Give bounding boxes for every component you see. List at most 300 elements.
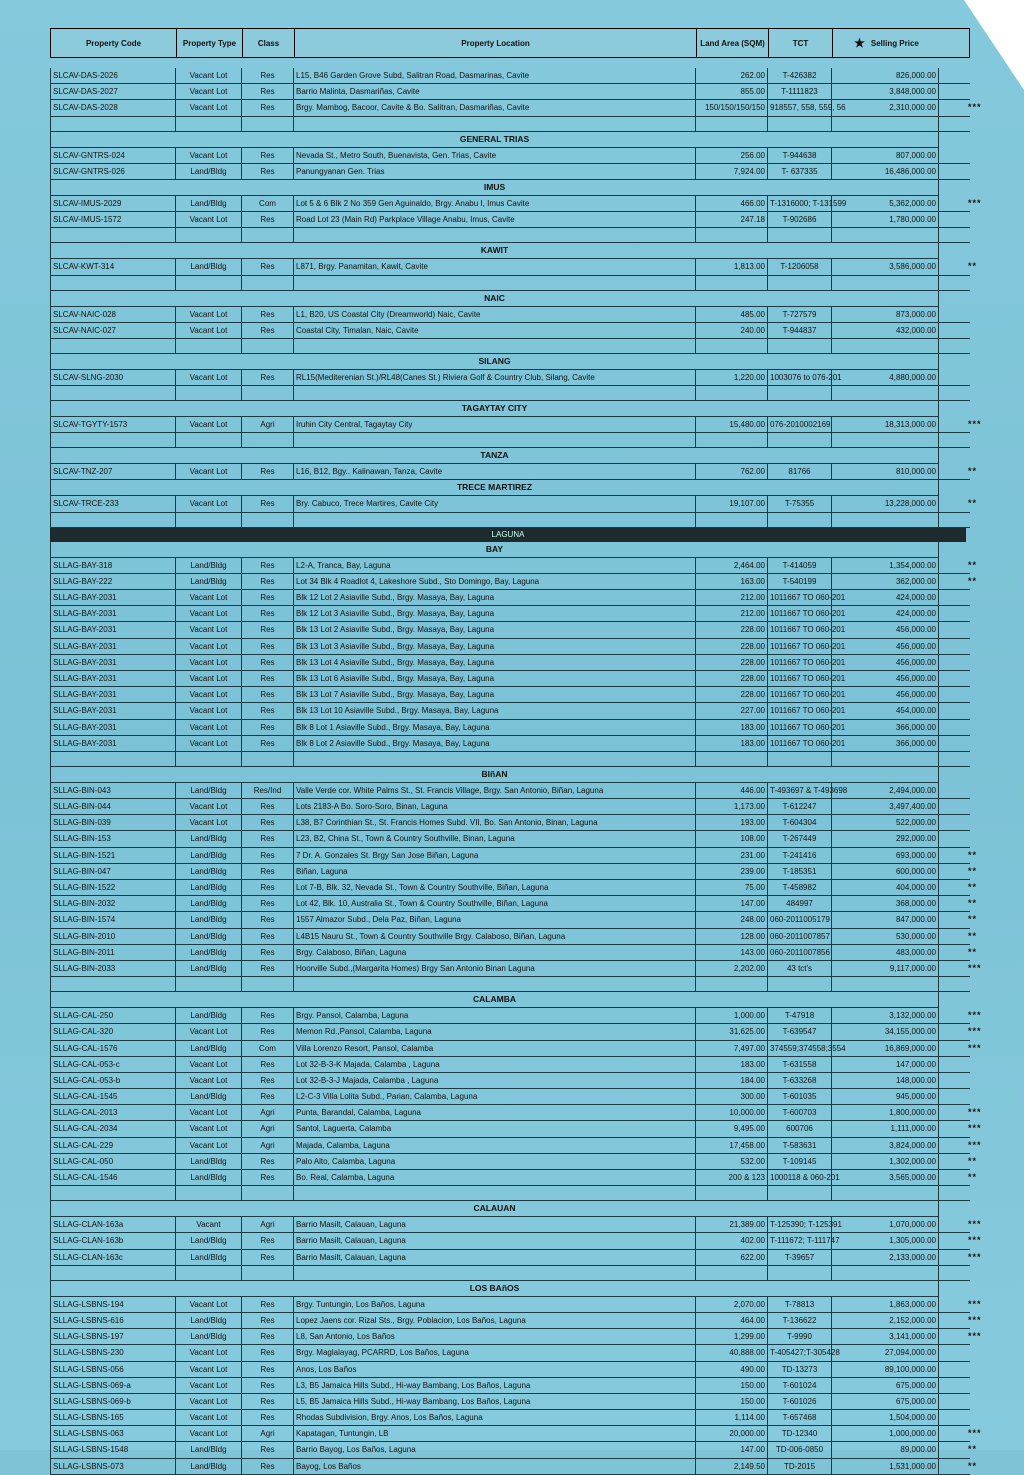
star-icon: ★ [854, 35, 865, 50]
cell-property-type: Land/Bldg [176, 574, 242, 589]
cell-tct: T-458982 [768, 880, 832, 895]
cell-property-code: SLLAG-BIN-1574 [50, 912, 176, 927]
cell-property-location: Brgy. Maglalayag, PCARRD, Los Baños, Laguna [294, 1345, 696, 1360]
table-row [50, 370, 970, 386]
cell-land-area: 2,464.00 [696, 558, 768, 573]
table-row [50, 606, 970, 622]
cell-tct: T-111672; T-111747 [768, 1233, 832, 1248]
blank-cell [50, 977, 176, 991]
table-row [50, 736, 970, 752]
cell-property-code: SLLAG-LSBNS-165 [50, 1410, 176, 1425]
cell-property-type: Vacant Lot [176, 1024, 242, 1039]
cell-class: Res [242, 606, 294, 621]
priority-mark: ** [968, 946, 978, 957]
cell-class: Res/Ind [242, 783, 294, 798]
cell-property-location: Lot 7-B, Blk. 32, Nevada St., Town & Country Southville, Biñan, Laguna [294, 880, 696, 895]
table-row [50, 558, 978, 574]
cell-class: Agri [242, 1426, 294, 1441]
cell-property-code: SLLAG-BIN-153 [50, 831, 176, 846]
blank-cell [50, 1186, 176, 1200]
cell-land-area: 150/150/150/150 [696, 100, 768, 115]
cell-land-area: 402.00 [696, 1233, 768, 1248]
cell-tct: T-944638 [768, 148, 832, 163]
cell-property-code: SLLAG-CAL-1576 [50, 1041, 176, 1056]
cell-selling-price: 693,000.00 [832, 848, 939, 863]
cell-tct: T-493697 & T-493698 [768, 783, 832, 798]
table-row [50, 1410, 970, 1426]
cell-class: Res [242, 1089, 294, 1104]
blank-cell [176, 1266, 242, 1280]
table-row [50, 1329, 982, 1345]
cell-class: Res [242, 655, 294, 670]
cell-property-location: Brgy. Pansol, Calamba, Laguna [294, 1008, 696, 1023]
table-row [50, 622, 970, 638]
cell-land-area: 2,070.00 [696, 1297, 768, 1312]
cell-tct: T-405427;T-305428 [768, 1345, 832, 1360]
cell-property-type: Vacant Lot [176, 1345, 242, 1360]
table-row [50, 417, 982, 433]
section-heading: NAIC [50, 291, 939, 307]
cell-property-code: SLLAG-BAY-2031 [50, 703, 176, 718]
cell-tct: 81766 [768, 464, 832, 479]
cell-property-location: Anos, Los Baños [294, 1362, 696, 1377]
blank-row [50, 513, 970, 528]
table-row [50, 1426, 982, 1442]
cell-land-area: 150.00 [696, 1394, 768, 1409]
cell-property-code: SLCAV-TNZ-207 [50, 464, 176, 479]
cell-property-code: SLLAG-BAY-2031 [50, 639, 176, 654]
cell-tct: 1011667 TO 060-201 [768, 606, 832, 621]
table-row [50, 720, 970, 736]
table-row [50, 1154, 978, 1170]
cell-tct: 1011667 TO 060-201 [768, 736, 832, 751]
cell-land-area: 1,000.00 [696, 1008, 768, 1023]
cell-property-code: SLLAG-BAY-2031 [50, 736, 176, 751]
cell-land-area: 248.00 [696, 912, 768, 927]
cell-tct: TD-006-0850 [768, 1442, 832, 1457]
cell-class: Res [242, 703, 294, 718]
blank-cell [768, 752, 832, 766]
cell-property-code: SLLAG-CAL-229 [50, 1138, 176, 1153]
blank-cell [832, 1266, 939, 1280]
cell-class: Res [242, 259, 294, 274]
cell-tct: T-727579 [768, 307, 832, 322]
cell-selling-price: 147,000.00 [832, 1057, 939, 1072]
cell-property-type: Land/Bldg [176, 961, 242, 976]
table-row [50, 1008, 982, 1024]
priority-mark: *** [968, 1428, 982, 1439]
cell-property-location: 7 Dr. A. Gonzales St. Brgy San Jose Biñan, Laguna [294, 848, 696, 863]
cell-land-area: 2,149.50 [696, 1459, 768, 1474]
section-heading: CALAMBA [50, 992, 939, 1008]
table-row [50, 1217, 982, 1233]
header-selling-price-label: Selling Price [870, 38, 919, 48]
blank-cell [294, 339, 696, 353]
cell-selling-price: 9,117,000.00 [832, 961, 939, 976]
cell-property-type: Vacant Lot [176, 1378, 242, 1393]
cell-property-location: Villa Lorenzo Resort, Pansol, Calamba [294, 1041, 696, 1056]
cell-property-code: SLLAG-BIN-044 [50, 799, 176, 814]
cell-tct: T-125390; T-125391 [768, 1217, 832, 1232]
blank-row [50, 276, 970, 291]
cell-property-code: SLLAG-BIN-2033 [50, 961, 176, 976]
priority-mark: *** [968, 1042, 982, 1053]
blank-cell [696, 339, 768, 353]
priority-mark: ** [968, 1172, 978, 1182]
cell-property-code: SLLAG-BAY-2031 [50, 606, 176, 621]
cell-property-code: SLLAG-BAY-2031 [50, 622, 176, 637]
cell-land-area: 247.18 [696, 212, 768, 227]
cell-property-type: Land/Bldg [176, 164, 242, 179]
cell-property-type: Land/Bldg [176, 259, 242, 274]
cell-property-code: SLLAG-BAY-2031 [50, 655, 176, 670]
cell-selling-price: 810,000.00 [832, 464, 939, 479]
blank-cell [696, 752, 768, 766]
priority-mark: ** [968, 882, 978, 892]
priority-mark: *** [968, 1235, 982, 1246]
section-heading: BAY [50, 542, 939, 558]
cell-land-area: 227.00 [696, 703, 768, 718]
priority-mark: ** [968, 559, 978, 570]
cell-tct: T-78813 [768, 1297, 832, 1312]
blank-cell [696, 386, 768, 400]
table-row [50, 323, 970, 339]
cell-class: Res [242, 1154, 294, 1169]
cell-selling-price: 847,000.00 [832, 912, 939, 927]
cell-land-area: 485.00 [696, 307, 768, 322]
folded-corner [964, 0, 1024, 90]
cell-class: Res [242, 799, 294, 814]
cell-property-location: Majada, Calamba, Laguna [294, 1138, 696, 1153]
cell-class: Agri [242, 1217, 294, 1232]
section-heading: CALAUAN [50, 1201, 939, 1217]
blank-cell [50, 228, 176, 242]
blank-cell [294, 433, 696, 447]
cell-tct: T-39657 [768, 1250, 832, 1265]
blank-cell [832, 433, 939, 447]
cell-selling-price: 1,354,000.00 [832, 558, 939, 573]
cell-property-code: SLLAG-BIN-1522 [50, 880, 176, 895]
cell-selling-price: 3,586,000.00 [832, 259, 939, 274]
cell-land-area: 183.00 [696, 736, 768, 751]
blank-cell [176, 752, 242, 766]
cell-property-type: Vacant Lot [176, 687, 242, 702]
cell-property-code: SLLAG-LSBNS-1548 [50, 1442, 176, 1457]
table-row [50, 896, 978, 912]
cell-property-type: Vacant Lot [176, 323, 242, 338]
property-listing-page [50, 28, 982, 1475]
cell-property-code: SLCAV-TRCE-233 [50, 496, 176, 511]
table-row [50, 815, 970, 831]
cell-selling-price: 89,000.00 [832, 1442, 939, 1457]
table-row [50, 912, 978, 928]
cell-tct: 1011667 TO 060-201 [768, 671, 832, 686]
cell-tct: T-540199 [768, 574, 832, 589]
cell-tct: T-1111823 [768, 84, 832, 99]
table-row [50, 574, 978, 590]
blank-cell [294, 276, 696, 290]
cell-selling-price: 3,824,000.00 [832, 1138, 939, 1153]
table-row [50, 929, 978, 945]
blank-cell [242, 752, 294, 766]
cell-land-area: 20,000.00 [696, 1426, 768, 1441]
cell-selling-price: 873,000.00 [832, 307, 939, 322]
cell-property-code: SLLAG-LSBNS-197 [50, 1329, 176, 1344]
blank-cell [50, 513, 176, 527]
cell-property-location: Blk 13 Lot 2 Asiaville Subd., Brgy. Masaya, Bay, Laguna [294, 622, 696, 637]
cell-selling-price: 27,094,000.00 [832, 1345, 939, 1360]
cell-class: Res [242, 1442, 294, 1457]
cell-selling-price: 368,000.00 [832, 896, 939, 911]
cell-property-location: Blk 12 Lot 3 Asiaville Subd., Brgy. Masaya, Bay, Laguna [294, 606, 696, 621]
cell-class: Com [242, 196, 294, 211]
section-heading: KAWIT [50, 243, 939, 259]
blank-cell [242, 513, 294, 527]
cell-property-code: SLCAV-SLNG-2030 [50, 370, 176, 385]
cell-property-location: Bry. Cabuco, Trece Martires, Cavite City [294, 496, 696, 511]
cell-land-area: 183.00 [696, 1057, 768, 1072]
blank-cell [242, 977, 294, 991]
cell-property-type: Land/Bldg [176, 896, 242, 911]
cell-tct: 484997 [768, 896, 832, 911]
blank-cell [696, 228, 768, 242]
cell-property-code: SLLAG-LSBNS-616 [50, 1313, 176, 1328]
cell-land-area: 147.00 [696, 1442, 768, 1457]
priority-mark: *** [968, 1314, 982, 1325]
header-property-type: Property Type [177, 29, 243, 57]
cell-land-area: 17,458.00 [696, 1138, 768, 1153]
cell-class: Res [242, 1057, 294, 1072]
blank-cell [50, 339, 176, 353]
blank-cell [832, 386, 939, 400]
table-row [50, 100, 982, 116]
cell-class: Res [242, 1073, 294, 1088]
cell-property-type: Vacant Lot [176, 496, 242, 511]
priority-mark: ** [968, 1155, 978, 1166]
cell-tct: T-601024 [768, 1378, 832, 1393]
cell-class: Res [242, 831, 294, 846]
cell-property-location: Memon Rd.,Pansol, Calamba, Laguna [294, 1024, 696, 1039]
table-row [50, 783, 970, 799]
cell-property-location: Kapatagan, Tuntungin, LB [294, 1426, 696, 1441]
cell-property-location: Lot 42, Blk. 10, Australia St., Town & Country Southville, Biñan, Laguna [294, 896, 696, 911]
blank-cell [242, 339, 294, 353]
blank-cell [176, 433, 242, 447]
cell-land-area: 466.00 [696, 196, 768, 211]
blank-cell [768, 386, 832, 400]
cell-property-type: Land/Bldg [176, 1313, 242, 1328]
cell-property-type: Vacant Lot [176, 1362, 242, 1377]
cell-tct: 1011667 TO 060-201 [768, 720, 832, 735]
blank-cell [696, 276, 768, 290]
cell-property-code: SLLAG-CAL-053-c [50, 1057, 176, 1072]
cell-tct: 1011667 TO 060-201 [768, 622, 832, 637]
table-row [50, 196, 982, 212]
table-row [50, 1073, 970, 1089]
table-row [50, 496, 978, 512]
cell-land-area: 446.00 [696, 783, 768, 798]
cell-property-location: Biñan, Laguna [294, 864, 696, 879]
blank-cell [832, 276, 939, 290]
cell-selling-price: 530,000.00 [832, 929, 939, 944]
cell-property-type: Land/Bldg [176, 1170, 242, 1185]
cell-property-type: Vacant Lot [176, 703, 242, 718]
priority-mark: ** [968, 1444, 978, 1455]
blank-cell [176, 117, 242, 131]
table-row [50, 1233, 982, 1249]
cell-property-location: Blk 13 Lot 7 Asiaville Subd., Brgy. Masaya, Bay, Laguna [294, 687, 696, 702]
cell-land-area: 239.00 [696, 864, 768, 879]
cell-class: Res [242, 945, 294, 960]
cell-property-type: Land/Bldg [176, 945, 242, 960]
cell-land-area: 1,299.00 [696, 1329, 768, 1344]
cell-property-code: SLLAG-BIN-1521 [50, 848, 176, 863]
cell-selling-price: 456,000.00 [832, 639, 939, 654]
cell-selling-price: 1,863,000.00 [832, 1297, 939, 1312]
cell-land-area: 163.00 [696, 574, 768, 589]
priority-mark: ** [968, 849, 978, 860]
cell-property-location: Road Lot 23 (Main Rd) Parkplace Village Anabu, Imus, Cavite [294, 212, 696, 227]
priority-mark: ** [968, 498, 978, 509]
cell-land-area: 1,173.00 [696, 799, 768, 814]
cell-property-code: SLLAG-CAL-2034 [50, 1121, 176, 1136]
cell-property-location: Valle Verde cor. White Palms St., St. Francis Village, Brgy. San Antonio, Biñan, Laguna [294, 783, 696, 798]
cell-land-area: 231.00 [696, 848, 768, 863]
cell-property-type: Vacant Lot [176, 799, 242, 814]
priority-mark: *** [968, 1010, 982, 1021]
cell-class: Res [242, 1024, 294, 1039]
cell-property-location: Lots 2183-A Bo. Soro-Soro, Binan, Laguna [294, 799, 696, 814]
cell-selling-price: 1,000,000.00 [832, 1426, 939, 1441]
cell-property-location: Rhodas Subdivision, Brgy. Anos, Los Baños, Laguna [294, 1410, 696, 1425]
cell-selling-price: 366,000.00 [832, 736, 939, 751]
cell-property-code: SLLAG-CAL-1545 [50, 1089, 176, 1104]
priority-mark: *** [968, 197, 982, 208]
cell-selling-price: 1,800,000.00 [832, 1105, 939, 1120]
cell-land-area: 128.00 [696, 929, 768, 944]
cell-land-area: 762.00 [696, 464, 768, 479]
cell-property-code: SLCAV-IMUS-2029 [50, 196, 176, 211]
cell-tct: T-1206058 [768, 259, 832, 274]
table-row [50, 639, 970, 655]
cell-land-area: 228.00 [696, 687, 768, 702]
blank-cell [176, 513, 242, 527]
cell-property-code: SLLAG-CAL-320 [50, 1024, 176, 1039]
cell-land-area: 200 & 123 [696, 1170, 768, 1185]
blank-row [50, 433, 970, 448]
cell-class: Res [242, 671, 294, 686]
cell-class: Res [242, 1410, 294, 1425]
cell-selling-price: 4,880,000.00 [832, 370, 939, 385]
table-row [50, 1459, 978, 1475]
blank-cell [242, 433, 294, 447]
cell-land-area: 490.00 [696, 1362, 768, 1377]
cell-property-type: Vacant Lot [176, 1073, 242, 1088]
cell-property-location: Blk 13 Lot 6 Asiaville Subd., Brgy. Masaya, Bay, Laguna [294, 671, 696, 686]
cell-class: Res [242, 1008, 294, 1023]
blank-row [50, 339, 970, 354]
section-heading: LOS BAñOS [50, 1281, 939, 1297]
cell-selling-price: 826,000.00 [832, 68, 939, 83]
cell-property-code: SLCAV-GNTRS-026 [50, 164, 176, 179]
blank-cell [294, 977, 696, 991]
table-row [50, 671, 970, 687]
cell-property-code: SLLAG-LSBNS-069-b [50, 1394, 176, 1409]
header-property-location: Property Location [295, 29, 697, 57]
cell-selling-price: 13,228,000.00 [832, 496, 939, 511]
blank-cell [768, 228, 832, 242]
cell-property-code: SLLAG-CLAN-163b [50, 1233, 176, 1248]
cell-land-area: 108.00 [696, 831, 768, 846]
priority-mark: *** [968, 1107, 982, 1118]
cell-property-code: SLLAG-BAY-318 [50, 558, 176, 573]
cell-class: Res [242, 68, 294, 83]
cell-property-location: L1, B20, US Coastal City (Dreamworld) Naic, Cavite [294, 307, 696, 322]
cell-property-location: Bo. Real, Calamba, Laguna [294, 1170, 696, 1185]
cell-land-area: 228.00 [696, 622, 768, 637]
cell-property-code: SLCAV-KWT-314 [50, 259, 176, 274]
cell-land-area: 228.00 [696, 655, 768, 670]
blank-cell [294, 386, 696, 400]
section-heading: SILANG [50, 354, 939, 370]
cell-tct: 1011667 TO 060-201 [768, 655, 832, 670]
cell-property-type: Vacant Lot [176, 655, 242, 670]
cell-selling-price: 148,000.00 [832, 1073, 939, 1088]
blank-cell [50, 276, 176, 290]
cell-land-area: 147.00 [696, 896, 768, 911]
cell-class: Res [242, 574, 294, 589]
cell-property-location: Bayog, Los Baños [294, 1459, 696, 1474]
header-land-area: Land Area (SQM) [697, 29, 769, 57]
cell-class: Res [242, 1362, 294, 1377]
priority-mark: ** [968, 898, 978, 909]
priority-mark: ** [968, 930, 978, 941]
blank-cell [294, 513, 696, 527]
cell-property-location: Barrio Bayog, Los Baños, Laguna [294, 1442, 696, 1457]
blank-cell [50, 117, 176, 131]
table-row [50, 212, 970, 228]
cell-class: Res [242, 370, 294, 385]
blank-cell [696, 1186, 768, 1200]
cell-property-type: Land/Bldg [176, 196, 242, 211]
table-row [50, 1394, 970, 1410]
cell-class: Res [242, 929, 294, 944]
cell-property-type: Vacant Lot [176, 1297, 242, 1312]
blank-cell [50, 386, 176, 400]
cell-class: Res [242, 880, 294, 895]
cell-selling-price: 3,497,400.00 [832, 799, 939, 814]
cell-property-location: Barrio Malinta, Dasmariñas, Cavite [294, 84, 696, 99]
cell-property-type: Vacant Lot [176, 370, 242, 385]
blank-cell [696, 117, 768, 131]
cell-property-type: Vacant Lot [176, 148, 242, 163]
cell-property-type: Vacant Lot [176, 464, 242, 479]
blank-cell [242, 1266, 294, 1280]
cell-class: Res [242, 687, 294, 702]
cell-property-type: Land/Bldg [176, 783, 242, 798]
blank-cell [242, 276, 294, 290]
cell-selling-price: 404,000.00 [832, 880, 939, 895]
cell-selling-price: 16,869,000.00 [832, 1041, 939, 1056]
cell-land-area: 300.00 [696, 1089, 768, 1104]
cell-property-type: Land/Bldg [176, 1329, 242, 1344]
blank-cell [294, 752, 696, 766]
blank-cell [50, 1266, 176, 1280]
cell-property-code: SLLAG-LSBNS-073 [50, 1459, 176, 1474]
cell-selling-price: 34,155,000.00 [832, 1024, 939, 1039]
section-heading: BIñAN [50, 767, 939, 783]
cell-property-location: Coastal City, Timalan, Naic, Cavite [294, 323, 696, 338]
